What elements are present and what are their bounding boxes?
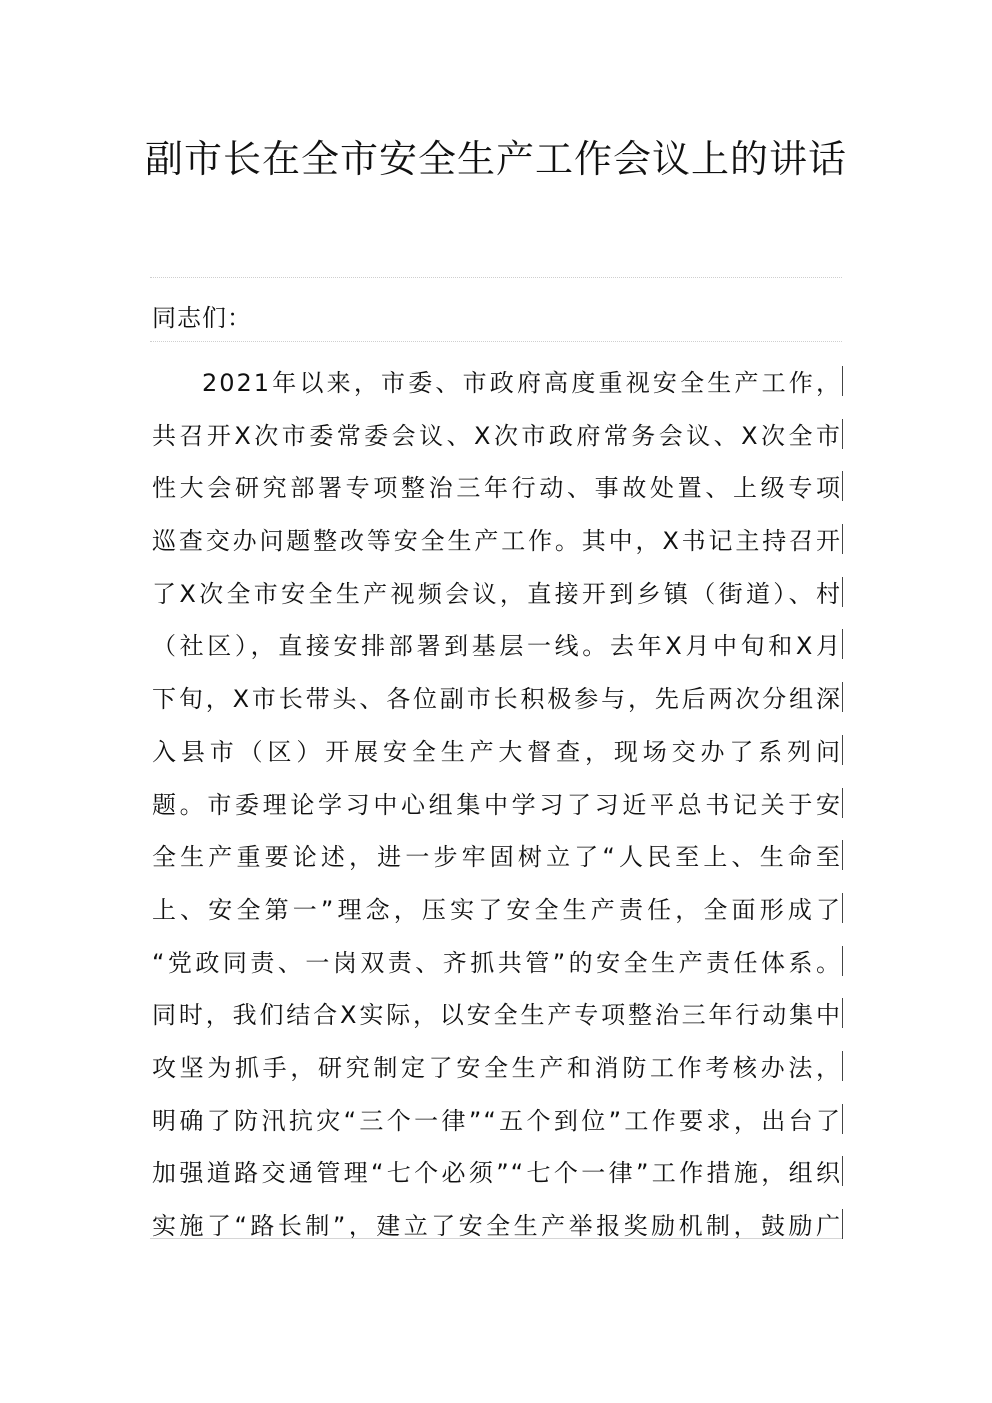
body-line: “党政同责、一岗双责、齐抓共管”的安全生产责任体系。 — [152, 948, 842, 977]
body-line: 同时，我们结合X实际，以安全生产专项整治三年行动集中 — [152, 1001, 842, 1030]
margin-mark — [842, 629, 843, 659]
body-line: 入县市（区）开展安全生产大督查，现场交办了系列问 — [152, 737, 842, 766]
margin-mark — [842, 1104, 843, 1134]
divider-bottom — [150, 1238, 842, 1239]
body-line: 巡查交办问题整改等安全生产工作。其中，X书记主持召开 — [152, 527, 842, 556]
body-line: 2021年以来，市委、市政府高度重视安全生产工作， — [202, 369, 842, 397]
body-line: 加强道路交通管理“七个必须”“七个一律”工作措施，组织 — [152, 1159, 842, 1188]
greeting: 同志们： — [152, 304, 252, 332]
margin-mark — [842, 840, 843, 870]
margin-mark — [842, 1051, 843, 1081]
body-line: 了X次全市安全生产视频会议，直接开到乡镇（街道）、村 — [152, 579, 842, 608]
body-line: 共召开X次市委常委会议、X次市政府常务会议、X次全市 — [152, 421, 842, 450]
divider-mid — [150, 341, 842, 342]
margin-mark — [842, 788, 843, 818]
margin-mark — [842, 946, 843, 976]
body-line: 攻坚为抓手，研究制定了安全生产和消防工作考核办法， — [152, 1053, 842, 1082]
body-line: 全生产重要论述，进一步牢固树立了“人民至上、生命至 — [152, 843, 842, 872]
body-line: 上、安全第一”理念，压实了安全生产责任，全面形成了 — [152, 895, 842, 924]
body-line: （社区），直接安排部署到基层一线。去年X月中旬和X月 — [152, 632, 842, 661]
body-paragraph — [152, 365, 842, 1261]
margin-mark — [842, 524, 843, 554]
margin-mark — [842, 1209, 843, 1239]
margin-mark — [842, 366, 843, 396]
margin-mark — [842, 735, 843, 765]
body-line: 实施了“路长制”，建立了安全生产举报奖励机制，鼓励广 — [152, 1212, 842, 1240]
margin-mark — [842, 1156, 843, 1186]
margin-mark — [842, 577, 843, 607]
divider-top — [150, 277, 842, 278]
document-title: 副市长在全市安全生产工作会议上的讲话 — [144, 137, 847, 181]
margin-mark — [842, 682, 843, 712]
margin-mark — [842, 419, 843, 449]
margin-mark — [842, 998, 843, 1028]
body-line: 明确了防汛抗灾“三个一律”“五个到位”工作要求，出台了 — [152, 1106, 842, 1135]
right-margin-marks — [842, 366, 844, 1262]
body-line: 下旬，X市长带头、各位副市长积极参与，先后两次分组深 — [152, 685, 842, 714]
margin-mark — [842, 471, 843, 501]
body-line: 题。市委理论学习中心组集中学习了习近平总书记关于安 — [152, 790, 842, 819]
margin-mark — [842, 893, 843, 923]
body-line: 性大会研究部署专项整治三年行动、事故处置、上级专项 — [152, 474, 842, 503]
